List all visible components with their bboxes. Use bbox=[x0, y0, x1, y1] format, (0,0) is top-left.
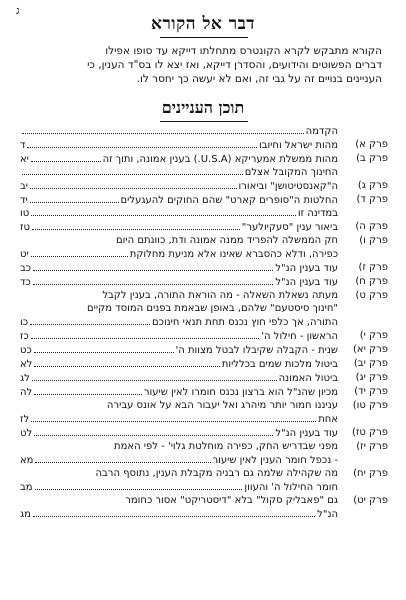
entry-title: עוד בענין הנ"ל bbox=[275, 263, 338, 274]
entry-line bbox=[20, 220, 338, 233]
chapter-label: פרק יב) bbox=[353, 358, 388, 369]
toc-entry bbox=[20, 329, 388, 342]
entry-line bbox=[20, 399, 338, 412]
page-ref: טו bbox=[20, 208, 30, 219]
dot-leader bbox=[33, 275, 274, 285]
dot-leader bbox=[30, 315, 150, 325]
page-title: דבר אל הקורא bbox=[151, 14, 255, 34]
toc-entry bbox=[20, 220, 388, 233]
chapter-label: פרק א) bbox=[355, 139, 388, 150]
entry-title: מהות ממשלת אמעריקא (U.S.A.) בענין אמונה, ותוך זה bbox=[102, 154, 338, 165]
dot-leader bbox=[31, 329, 260, 339]
dot-leader bbox=[33, 507, 315, 517]
entry-title: החלטות ה"סופרים קארט" שהם החוקים להעגעלים bbox=[120, 195, 338, 206]
entry-title: כפירה, ודלא כהסברא שאינו אלא מניעת מחלוקת bbox=[129, 249, 338, 260]
chapter-label: פרק יט) bbox=[353, 495, 388, 506]
chapter-label: פרק ג) bbox=[357, 180, 388, 191]
entry-title: אחת bbox=[318, 414, 338, 425]
entry-title: ביטול האמונה bbox=[278, 373, 338, 384]
toc-entry bbox=[20, 152, 388, 178]
toc-entry bbox=[20, 440, 388, 466]
page-ref: ד bbox=[20, 140, 26, 151]
chapter-label: פרק יא) bbox=[353, 344, 388, 355]
entry-line bbox=[20, 138, 338, 151]
page-ref: כד bbox=[20, 277, 31, 288]
entry-gap bbox=[20, 520, 388, 521]
dot-leader bbox=[33, 261, 273, 271]
toc-title: תוכן העניינים bbox=[161, 98, 245, 117]
chapter-label: פרק יד) bbox=[354, 386, 388, 397]
dot-leader bbox=[31, 412, 316, 422]
entry-line bbox=[20, 385, 338, 398]
entry-title: מפני שבדריש החק, כפירה מוחלטת גלוי' - לפי האמת bbox=[114, 441, 338, 452]
dot-leader bbox=[27, 138, 256, 148]
dot-leader bbox=[31, 206, 296, 216]
toc-entry bbox=[20, 138, 388, 151]
page-ref: כט bbox=[20, 345, 32, 356]
entry-line bbox=[20, 329, 338, 342]
entry-title: במדינה זו bbox=[297, 208, 338, 219]
chapter-label: פרק טז) bbox=[351, 427, 388, 438]
entry-title: עוד בענין הנ"ל bbox=[275, 277, 338, 288]
entry-title: גם "פאבליק סקול" בלא "דיסטריקט" אסור כחומר bbox=[125, 495, 338, 506]
toc-entry bbox=[20, 179, 388, 192]
page-ref: לט bbox=[20, 428, 33, 439]
entry-line bbox=[20, 480, 338, 493]
entry-line bbox=[20, 165, 338, 178]
entry-title: שנית - הקבלה שקיבלו לבטל מצוות ה' bbox=[175, 345, 338, 356]
chapter-label: פרק ד) bbox=[356, 194, 388, 205]
chapter-label: פרק יג) bbox=[355, 372, 388, 383]
page-number: ג bbox=[16, 4, 20, 17]
entry-line bbox=[20, 412, 338, 425]
toc-entry bbox=[20, 275, 388, 288]
entry-line bbox=[20, 152, 338, 165]
entry-line bbox=[20, 206, 338, 219]
dot-leader bbox=[31, 152, 101, 162]
entry-title: חק הממשלה להפריד ממנה אמונה ודת, כוונתם היום bbox=[116, 235, 338, 246]
dot-leader bbox=[30, 179, 237, 189]
page-ref: לז bbox=[20, 414, 30, 425]
entry-title: מה שקהילה שלמה גם רבניה מקבלת הענין, נתוסף הרבה bbox=[95, 468, 338, 479]
page-ref: יט bbox=[20, 249, 29, 260]
toc-title-underline bbox=[160, 121, 248, 122]
entry-title: ה"קאנסטיטושן" וביאורו bbox=[238, 181, 338, 192]
dot-leader bbox=[22, 165, 243, 175]
toc-entry bbox=[20, 124, 388, 137]
chapter-label: פרק ו) bbox=[359, 235, 388, 246]
chapter-label: פרק ז) bbox=[358, 262, 388, 273]
entry-line bbox=[20, 426, 338, 439]
entry-line bbox=[20, 234, 338, 247]
toc-entry bbox=[20, 234, 388, 260]
page-ref: יד bbox=[20, 195, 28, 206]
page-ref: כז bbox=[20, 331, 29, 342]
entry-title: ביטול מלכות שמים בכלליות bbox=[221, 359, 338, 370]
toc-entry bbox=[20, 371, 388, 384]
entry-title: חומר החילול ה' והעוון bbox=[244, 482, 338, 493]
entry-line bbox=[20, 247, 338, 260]
entry-line bbox=[20, 193, 338, 206]
dot-leader bbox=[31, 247, 128, 257]
entry-line bbox=[20, 289, 338, 302]
entry-title: הראשון - חילול ה' bbox=[261, 331, 338, 342]
dot-leader bbox=[34, 385, 142, 395]
entry-line bbox=[20, 440, 338, 453]
dot-leader bbox=[34, 357, 219, 367]
entry-line bbox=[20, 507, 338, 520]
chapter-label: פרק ב) bbox=[356, 153, 388, 164]
toc-entry bbox=[20, 261, 388, 274]
entry-line bbox=[20, 179, 338, 192]
intro-line: העניינים בנויים זה על גבי זה, ואם לא יעשה כך יחסר לו. bbox=[136, 73, 382, 85]
dot-leader bbox=[32, 220, 240, 230]
toc-entry bbox=[20, 385, 388, 398]
entry-title: עוד בענין הנ"ל bbox=[275, 428, 338, 439]
entry-line bbox=[20, 302, 338, 315]
entry-line bbox=[20, 494, 338, 507]
chapter-label: פרק יח) bbox=[353, 468, 388, 479]
chapter-label: פרק טו) bbox=[352, 400, 388, 411]
entry-line bbox=[20, 343, 338, 356]
toc-entry bbox=[20, 494, 388, 520]
entry-title: ביאור ענין "סעקיולער" bbox=[241, 222, 338, 233]
intro-paragraph bbox=[30, 44, 382, 86]
page-ref: לא bbox=[20, 359, 33, 370]
entry-title: הנ"ל bbox=[317, 509, 338, 520]
dot-leader bbox=[34, 426, 273, 436]
page-ref: מב bbox=[20, 482, 33, 493]
page-ref: מג bbox=[20, 509, 31, 520]
title-underline bbox=[160, 37, 248, 38]
toc-entry bbox=[20, 467, 388, 493]
toc-entry bbox=[20, 357, 388, 370]
intro-line: הקורא מתבקש לקרא הקונטרס מתחלתו דייקא עד סופו אפילו bbox=[105, 45, 382, 57]
entry-title: עניננו חמור יותר מיהרג ואל יעבור הבא על אונס עבירה bbox=[106, 400, 338, 411]
toc-entry bbox=[20, 399, 388, 425]
entry-title: הקדמה bbox=[305, 126, 338, 137]
page-ref: לג bbox=[20, 373, 30, 384]
entry-title: התורה, אך כלפי חוץ נכנס תחת תנאי חינוכם bbox=[152, 317, 338, 328]
entry-title: מכיון שהנ"ל הוא ברצון נכנס חומרו לאין שיעור bbox=[143, 387, 338, 398]
entry-line bbox=[20, 357, 338, 370]
chapter-label: פרק ח) bbox=[355, 276, 388, 287]
entry-line bbox=[20, 371, 338, 384]
table-of-contents bbox=[20, 124, 388, 521]
entry-title: "חינוך סיסטעם" שלהם, באופן שבאמת בפנים המוסד מקיים bbox=[86, 303, 338, 314]
dot-leader bbox=[34, 343, 174, 353]
page-ref: לה bbox=[20, 387, 33, 398]
dot-leader bbox=[32, 371, 277, 381]
page-ref: מא bbox=[20, 455, 34, 466]
entry-line bbox=[20, 315, 338, 328]
chapter-label: פרק ה) bbox=[355, 221, 388, 232]
page-ref: יב bbox=[20, 181, 29, 192]
entry-line bbox=[20, 124, 338, 137]
page-ref: כב bbox=[20, 263, 32, 274]
dot-leader bbox=[30, 193, 119, 203]
page-ref: טז bbox=[20, 222, 30, 233]
toc-entry bbox=[20, 343, 388, 356]
page-ref: כו bbox=[20, 317, 29, 328]
page-ref: יא bbox=[20, 154, 29, 165]
dot-leader bbox=[22, 124, 304, 134]
entry-line bbox=[20, 261, 338, 274]
chapter-label: פרק י) bbox=[359, 330, 388, 341]
entry-line bbox=[20, 453, 338, 466]
entry-title: מעתה נשאלת השאלה - מה הוראת התורה, בענין לקבל bbox=[102, 290, 338, 301]
entry-title: מהות ישראל וחיובו bbox=[258, 140, 338, 151]
intro-line: דברים הפשוטים והידועים, והסדרן דייקא, ואז יצא לו בס"ד הענין, כי bbox=[87, 59, 382, 71]
entry-title: החינוך המקובל אצלם bbox=[244, 167, 338, 178]
entry-title: - נכפל חומר הענין לאין שיעור bbox=[212, 455, 338, 466]
dot-leader bbox=[35, 480, 243, 490]
toc-entry bbox=[20, 193, 388, 219]
toc-entry bbox=[20, 289, 388, 328]
chapter-label: פרק יז) bbox=[356, 441, 388, 452]
entry-line bbox=[20, 467, 338, 480]
toc-entry bbox=[20, 426, 388, 439]
chapter-label: פרק ט) bbox=[355, 290, 388, 301]
dot-leader bbox=[35, 453, 210, 463]
entry-line bbox=[20, 275, 338, 288]
